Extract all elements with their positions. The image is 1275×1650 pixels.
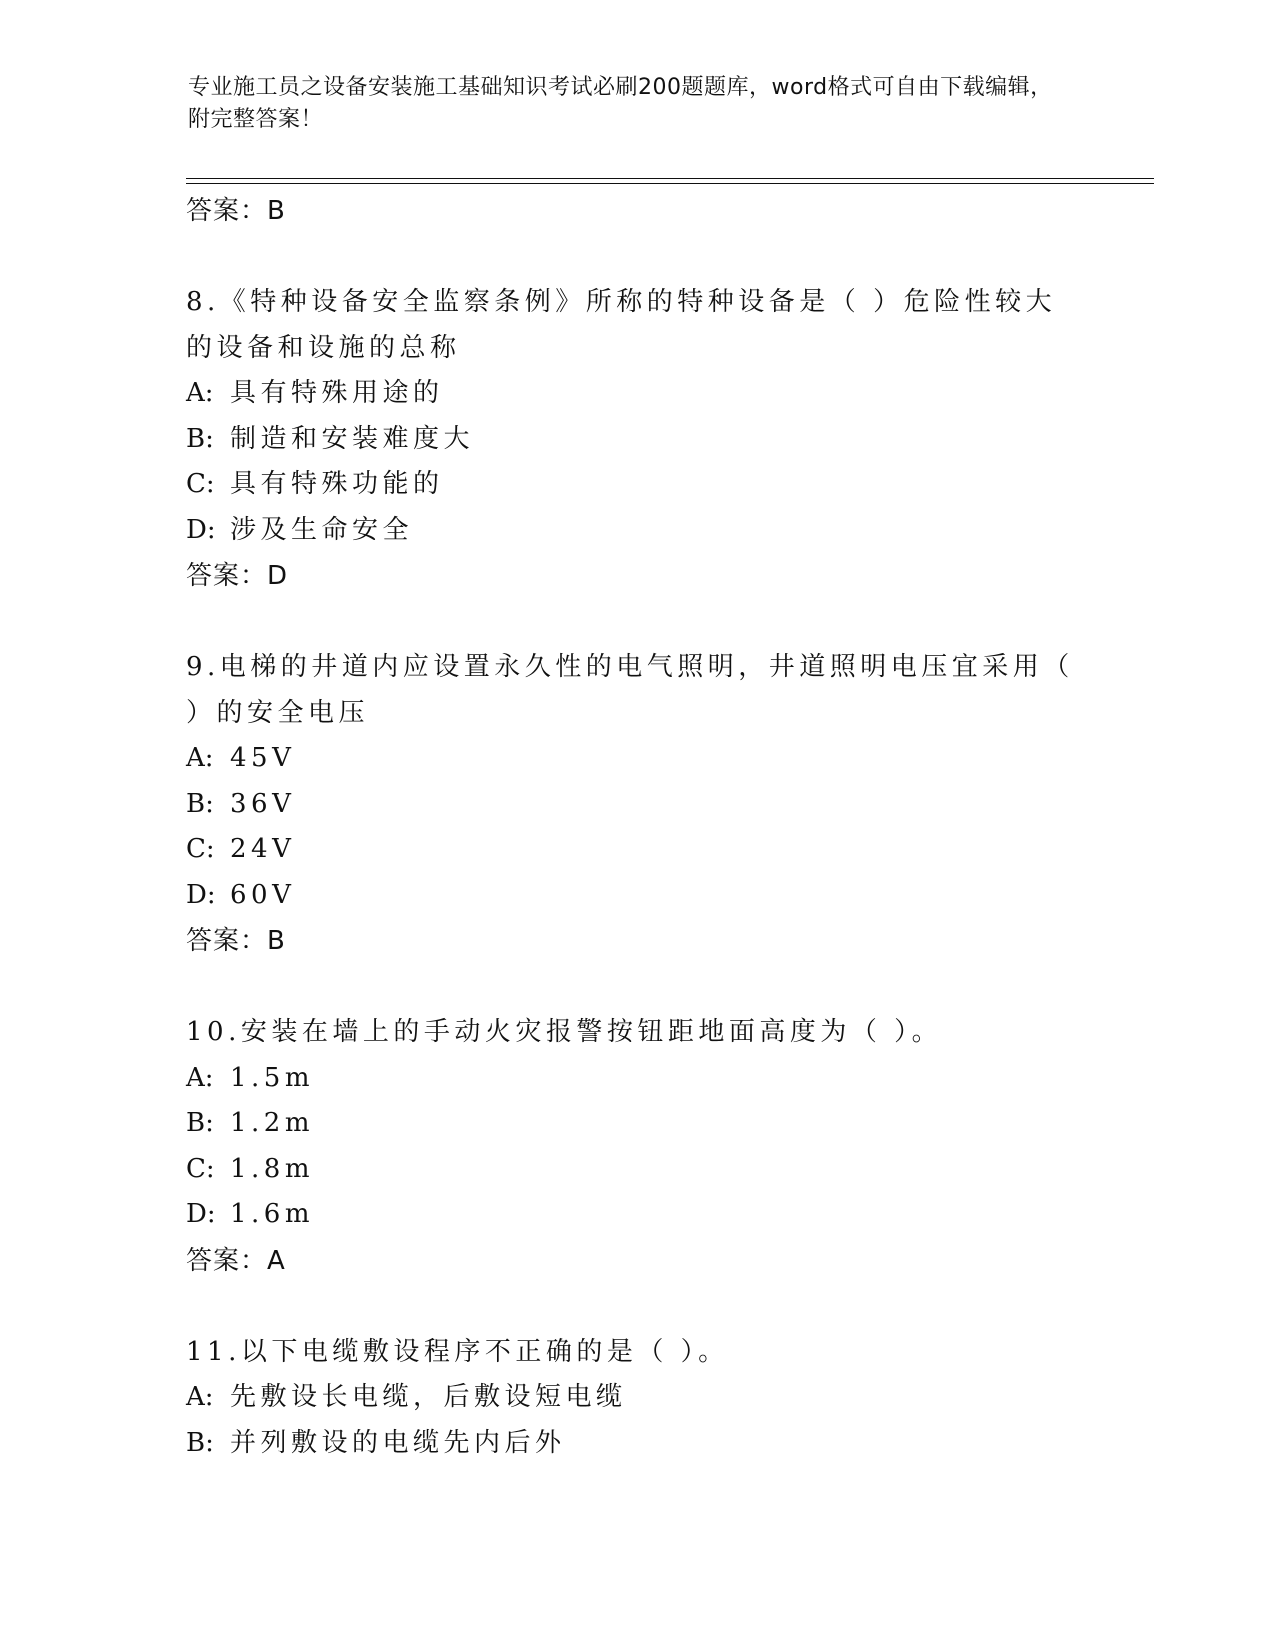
option-b (186, 782, 1086, 828)
option-c (186, 462, 1086, 508)
option-text: 24V (230, 834, 296, 864)
option-d (186, 1192, 1086, 1238)
option-a (186, 371, 1086, 417)
option-text: 1.2m (230, 1108, 315, 1138)
option-letter: B: (186, 423, 214, 454)
option-text: 具有特殊用途的 (230, 378, 444, 408)
question-item (186, 280, 1086, 599)
option-text: 涉及生命安全 (230, 514, 414, 545)
option-text: 1.8m (230, 1153, 315, 1184)
answer-line (186, 553, 1086, 599)
question-list (186, 188, 1086, 1466)
option-letter: D: (186, 1199, 216, 1229)
answer-value: B (267, 196, 286, 226)
answer-value: D (267, 561, 289, 591)
option-c (186, 1147, 1086, 1193)
option-text: 先敷设长电缆，后敷设短电缆 (230, 1382, 627, 1412)
option-c (186, 827, 1086, 873)
option-letter: D: (186, 879, 216, 910)
answer-label: 答案： (186, 1245, 268, 1276)
option-text: 并列敷设的电缆先内后外 (230, 1427, 566, 1458)
option-letter: C: (186, 1153, 215, 1184)
answer-label: 答案： (186, 561, 268, 591)
option-letter: D: (186, 514, 216, 545)
option-a (186, 1056, 1086, 1102)
answer-label: 答案： (186, 926, 268, 956)
header-rule-bottom (186, 183, 1154, 184)
option-letter: A: (186, 1382, 214, 1412)
question-stem: 8.《特种设备安全监察条例》所称的特种设备是（ ）危险性较大的设备和设施的总称 (186, 287, 1057, 363)
answer-value: A (267, 1245, 286, 1276)
answer-value: B (267, 926, 286, 956)
option-letter: B: (186, 1427, 214, 1458)
option-a (186, 1375, 1086, 1421)
option-text: 制造和安装难度大 (230, 423, 475, 454)
document-header: 专业施工员之设备安装施工基础知识考试必刷200题题库，word格式可自由下载编辑，附完整答案！ (188, 75, 1053, 132)
option-letter: B: (186, 788, 214, 819)
option-text: 具有特殊功能的 (230, 469, 444, 499)
header-rule-top (186, 178, 1154, 179)
option-letter: C: (186, 834, 215, 864)
question-stem: 11.以下电缆敷设程序不正确的是（ ）。 (186, 1336, 729, 1367)
question-stem: 10.安装在墙上的手动火灾报警按钮距地面高度为（ ）。 (186, 1017, 943, 1047)
question-item (186, 645, 1086, 964)
option-text: 36V (230, 788, 296, 819)
answer-line (186, 1238, 1086, 1284)
answer-label: 答案： (186, 196, 268, 226)
option-letter: A: (186, 1062, 214, 1093)
answer-line (186, 918, 1086, 964)
option-text: 60V (230, 879, 296, 910)
option-text: 1.6m (230, 1199, 315, 1229)
option-letter: C: (186, 469, 215, 499)
option-text: 1.5m (230, 1062, 315, 1093)
option-d (186, 873, 1086, 919)
option-text: 45V (230, 743, 296, 773)
question-item (186, 1330, 1086, 1467)
option-b (186, 417, 1086, 463)
option-letter: A: (186, 378, 214, 408)
option-letter: A: (186, 743, 214, 773)
option-b (186, 1421, 1086, 1467)
question-item (186, 1010, 1086, 1284)
option-letter: B: (186, 1108, 214, 1138)
option-a (186, 736, 1086, 782)
option-d (186, 508, 1086, 554)
question-stem: 9.电梯的井道内应设置永久性的电气照明，井道照明电压宜采用（ ）的安全电压 (186, 652, 1074, 728)
answer-line (186, 188, 1086, 234)
option-b (186, 1101, 1086, 1147)
